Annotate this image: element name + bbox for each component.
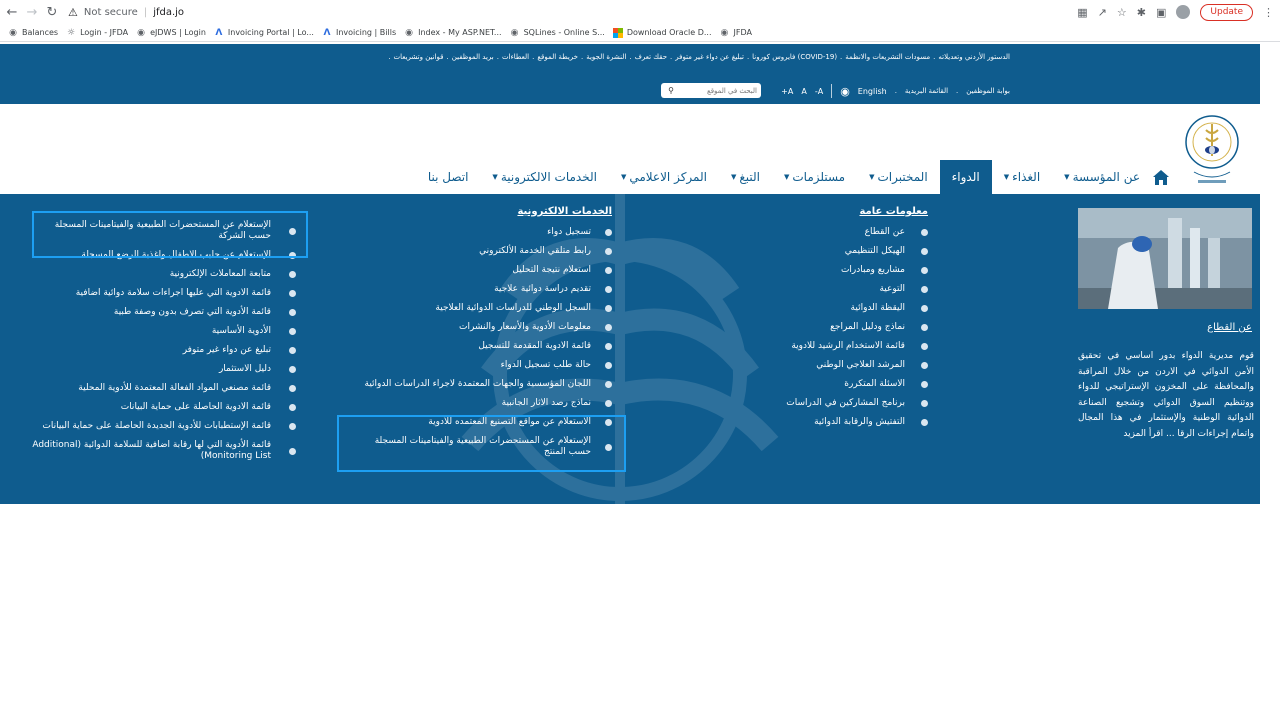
caret-down-icon: ▼ — [1003, 173, 1010, 181]
top-link[interactable]: مسودات التشريعات والانظمة — [845, 53, 931, 61]
menu-item[interactable]: الأدوية الأساسية — [20, 322, 296, 341]
jfda-logo[interactable] — [1178, 110, 1246, 190]
additional-column — [20, 216, 296, 466]
nav-item-labs[interactable]: المختبرات ▼ — [869, 170, 928, 184]
top-link[interactable]: قوانين وتشريعات — [393, 53, 444, 61]
top-link[interactable]: حقك تعرف — [634, 53, 668, 61]
font-increase-button[interactable]: A+ — [781, 86, 794, 96]
top-link[interactable]: العطاءات — [501, 53, 530, 61]
bookmark-item[interactable]: ◉ Index - My ASP.NET... — [405, 27, 502, 38]
eye-icon[interactable]: ◉ — [840, 84, 850, 98]
home-icon[interactable] — [1152, 160, 1170, 194]
caret-down-icon: ▼ — [869, 173, 875, 181]
reload-icon[interactable]: ↻ — [46, 4, 58, 20]
bookmarks-bar — [0, 24, 1280, 42]
english-link[interactable]: English — [857, 86, 887, 96]
top-links: الدستور الأردني وتعديلاته . مسودات التشريعات والانظمة . (COVID-19) فايروس كورونا . تبليغ عن دواء غير متوفر . حقك تعرف . النشرة الجوية . خريطة الموقع . العطاءات . بريد الموظفين . قوانين وتشريعات . — [388, 53, 1010, 61]
nav-item-drug[interactable]: الدواء — [940, 160, 992, 194]
menu-item[interactable]: اليقظة الدوائية — [760, 299, 928, 318]
update-button[interactable]: Update — [1200, 4, 1253, 21]
menu-item[interactable]: قائمة الادوية المقدمة للتسجيل — [330, 337, 612, 356]
top-link[interactable]: النشرة الجوية — [586, 53, 627, 61]
globe-icon: ◉ — [510, 27, 519, 38]
side-title-link[interactable]: عن القطاع — [1207, 322, 1252, 333]
main-nav — [427, 160, 1170, 194]
menu-item-natural-products-by-company[interactable]: الإستعلام عن المستحضرات الطبيعية والفيتامينات المسجلة حسب الشركة — [20, 216, 296, 246]
menu-item[interactable]: قائمة مصنعي المواد الفعالة المعتمدة للأدوية المحلية — [20, 379, 296, 398]
lab-photo — [1078, 208, 1252, 309]
bookmark-item[interactable]: ◉ Balances — [9, 27, 59, 38]
microsoft-icon — [613, 28, 623, 38]
divider — [831, 84, 832, 98]
bookmark-item[interactable]: Λ Invoicing Portal | Lo... — [215, 27, 314, 38]
share-icon[interactable]: ↗ — [1097, 5, 1107, 19]
menu-item[interactable]: اللجان المؤسسية والجهات المعتمدة لاجراء الدراسات الدوائية — [330, 375, 612, 394]
search-input[interactable] — [679, 84, 761, 97]
globe-icon: ◉ — [9, 27, 17, 38]
menu-dots-icon[interactable]: ⋮ — [1263, 5, 1274, 19]
globe-icon: ◉ — [137, 27, 146, 38]
warning-icon: ⚠ — [68, 5, 78, 19]
bookmark-item[interactable]: Download Oracle D... — [613, 28, 712, 38]
menu-item[interactable]: قائمة الاستخدام الرشيد للادوية — [760, 337, 928, 356]
back-arrow-icon[interactable]: ← — [6, 4, 18, 20]
menu-item[interactable]: مشاريع ومبادرات — [760, 261, 928, 280]
a-icon: Λ — [215, 27, 223, 38]
top-link[interactable]: (COVID-19) فايروس كورونا — [752, 53, 838, 61]
menu-item[interactable]: تبليغ عن دواء غير متوفر — [20, 341, 296, 360]
nav-item-eservices[interactable]: الخدمات الالكترونية ▼ — [492, 170, 597, 184]
menu-item-manufacturing-sites[interactable]: الاستعلام عن مواقع التصنيع المعتمده للأدوية — [330, 413, 612, 432]
bookmark-item[interactable]: ☼ Login - JFDA — [67, 27, 129, 38]
eservices-column — [330, 206, 612, 462]
browser-toolbar — [0, 0, 1280, 24]
badge-icon: ☼ — [67, 27, 76, 38]
font-decrease-button[interactable]: A- — [814, 86, 824, 96]
top-link[interactable]: تبليغ عن دواء غير متوفر — [675, 53, 744, 61]
caret-down-icon: ▼ — [730, 173, 737, 181]
side-description: قوم مديرية الدواء بدور اساسي في تحقيق الأمن الدوائي في الاردن من خلال المراقبة والمحافظة على المخزون الإستراتيجي للدواء ووتنظيم السوق الدوائي وتشجيع الصناعة الدوائية الوطنية والإستثمار في هذا المجال واتمام إجراءات الرقا ... اقرأ المزيد — [1078, 351, 1254, 439]
forward-arrow-icon[interactable]: → — [26, 4, 38, 20]
menu-item[interactable]: الإستعلام عن حليب الاطفال واغذية الرضع المسجلة — [20, 246, 296, 265]
menu-item[interactable]: متابعة المعاملات الإلكترونية — [20, 265, 296, 284]
top-link[interactable]: الدستور الأردني وتعديلاته — [938, 53, 1010, 61]
caret-down-icon: ▼ — [783, 173, 790, 181]
browser-actions — [1077, 2, 1274, 22]
translate-icon[interactable]: ▦ — [1077, 5, 1088, 19]
globe-icon: ◉ — [720, 27, 729, 38]
nav-item-food[interactable]: الغذاء ▼ — [1003, 170, 1041, 184]
menu-item-natural-products-by-product[interactable]: الإستعلام عن المستحضرات الطبيعية والفيتامينات المسجلة حسب المنتج — [330, 432, 612, 462]
menu-item[interactable]: المرشد العلاجي الوطني — [760, 356, 928, 375]
profile-avatar-icon[interactable] — [1176, 5, 1190, 19]
menu-item[interactable]: التوعية — [760, 280, 928, 299]
menu-item[interactable]: رابط متلقي الخدمة الألكتروني — [330, 242, 612, 261]
menu-item[interactable]: حالة طلب تسجيل الدواء — [330, 356, 612, 375]
nav-item-supplies[interactable]: مستلزمات ▼ — [783, 170, 846, 184]
menu-item[interactable]: تسجيل دواء — [330, 223, 612, 242]
menu-item[interactable]: قائمة الأدوية التي تصرف بدون وصفة طبية — [20, 303, 296, 322]
top-link[interactable]: بريد الموظفين — [451, 53, 494, 61]
site-search — [661, 83, 761, 98]
utility-row: بوابة الموظفين . القائمة البريدية . English ◉ A- A A+ — [781, 84, 1010, 98]
menu-item[interactable]: نماذج ودليل المراجع — [760, 318, 928, 337]
caret-down-icon: ▼ — [492, 173, 498, 181]
eservices-title[interactable]: الخدمات الالكترونية — [517, 206, 612, 217]
menu-item[interactable]: التفتيش والرقابة الدوائية — [760, 413, 928, 432]
employees-portal-link[interactable]: بوابة الموظفين — [966, 87, 1010, 95]
menu-item[interactable]: الهيكل التنظيمي — [760, 242, 928, 261]
a-icon: Λ — [323, 27, 331, 38]
menu-item[interactable]: عن القطاع — [760, 223, 928, 242]
caret-down-icon: ▼ — [620, 173, 627, 181]
caret-down-icon: ▼ — [1064, 173, 1070, 181]
mailing-list-link[interactable]: القائمة البريدية — [904, 87, 949, 95]
security-label: Not secure — [83, 6, 138, 18]
bookmark-item[interactable]: ◉ eJDWS | Login — [137, 27, 206, 38]
sidepanel-icon[interactable]: ▣ — [1155, 5, 1167, 19]
top-link[interactable]: خريطة الموقع — [537, 53, 578, 61]
drug-mega-menu — [0, 194, 1260, 504]
star-icon[interactable]: ☆ — [1116, 5, 1127, 19]
font-normal-button[interactable]: A — [801, 86, 807, 96]
nav-item-contact[interactable]: اتصل بنا — [427, 170, 469, 184]
general-info-title[interactable]: معلومات عامة — [859, 206, 928, 217]
menu-item[interactable]: نماذج رصد الاثار الجانبية — [330, 394, 612, 413]
menu-item[interactable]: قائمة الأدوية التي لها رقابة اضافية للسلامة الدوائية (Additional Monitoring List) — [20, 436, 296, 466]
nav-item-tobacco[interactable]: التبغ ▼ — [730, 170, 760, 184]
general-info-column — [760, 206, 928, 432]
bookmark-item[interactable]: ◉ JFDA — [720, 27, 752, 38]
menu-item[interactable]: السجل الوطني للدراسات الدوائية العلاجية — [330, 299, 612, 318]
nav-item-media[interactable]: المركز الاعلامي ▼ — [620, 170, 707, 184]
menu-item[interactable]: معلومات الأدوية والأسعار والنشرات — [330, 318, 612, 337]
menu-item[interactable]: دليل الاستثمار — [20, 360, 296, 379]
menu-item[interactable]: الاسئلة المتكررة — [760, 375, 928, 394]
globe-icon: ◉ — [405, 27, 414, 38]
menu-item[interactable]: استعلام نتيجة التحليل — [330, 261, 612, 280]
bookmark-item[interactable]: Λ Invoicing | Bills — [323, 27, 397, 38]
menu-item[interactable]: قائمة الادوية التي عليها اجراءات سلامة دوائية اضافية — [20, 284, 296, 303]
separator: | — [143, 6, 148, 18]
address-bar[interactable] — [68, 3, 184, 21]
nav-item-about[interactable]: عن المؤسسة ▼ — [1064, 170, 1140, 184]
menu-item[interactable]: تقديم دراسة دوائية علاجية — [330, 280, 612, 299]
bookmark-item[interactable]: ◉ SQLines - Online S... — [510, 27, 605, 38]
menu-item[interactable]: قائمة الإستطبابات للأدوية الجديدة الحاصلة على حماية البيانات — [20, 417, 296, 436]
extensions-icon[interactable]: ✱ — [1136, 5, 1146, 19]
menu-item[interactable]: برنامج المشاركين في الدراسات — [760, 394, 928, 413]
menu-item[interactable]: قائمة الادوية الحاصلة على حماية البيانات — [20, 398, 296, 417]
site-top-bar — [0, 44, 1260, 104]
url-text: jfda.jo — [153, 6, 185, 18]
search-icon[interactable]: ⚲ — [668, 86, 674, 95]
